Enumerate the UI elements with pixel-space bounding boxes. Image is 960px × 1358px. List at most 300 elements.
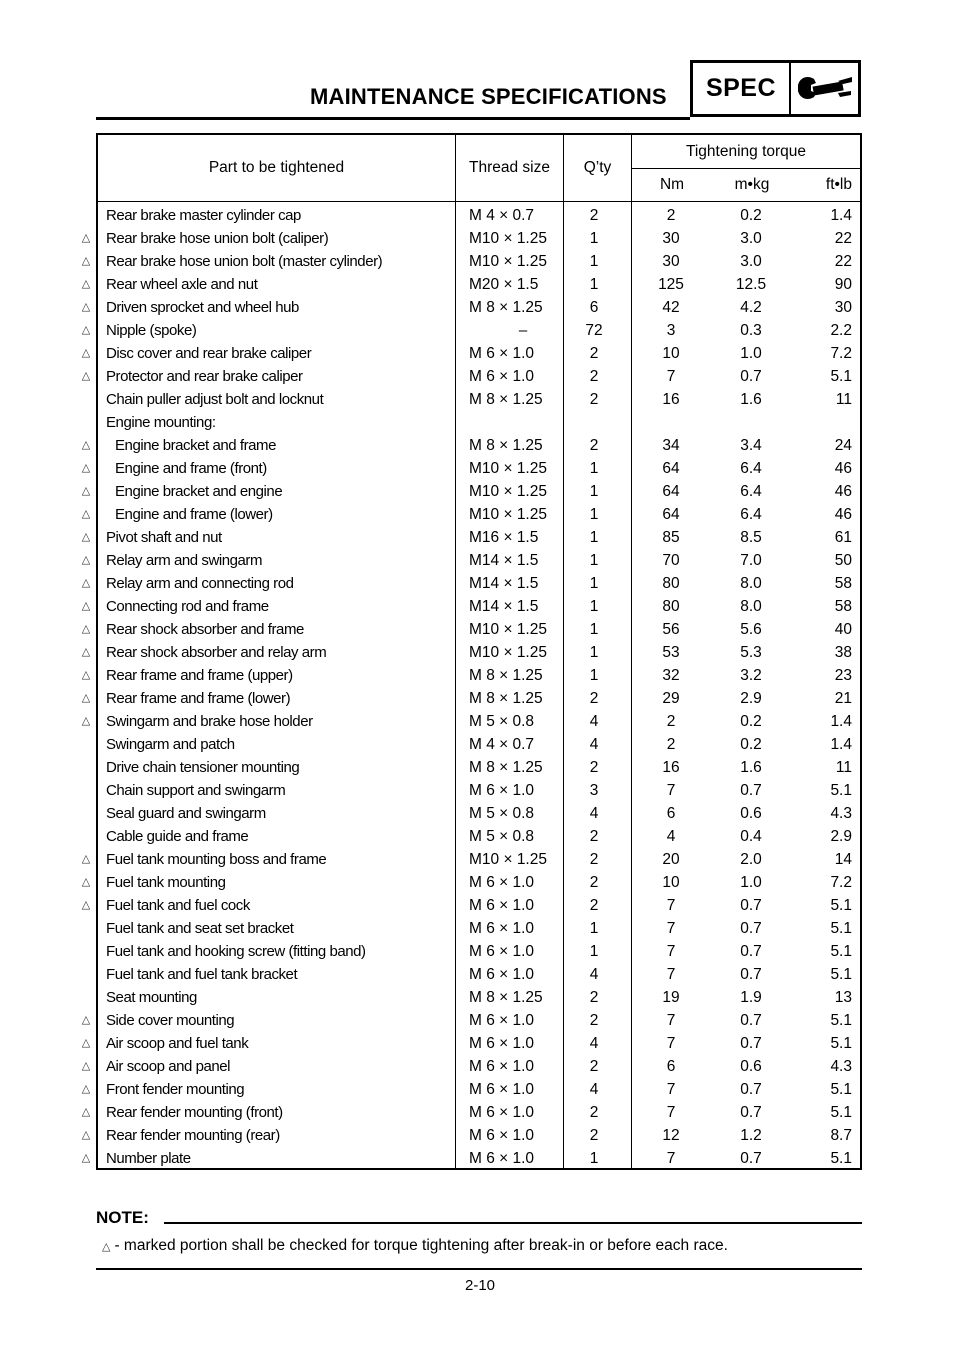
table-row [81,618,860,641]
spec-badge-label: SPEC [693,63,791,114]
quantity: 2 [589,207,599,224]
table-row [81,1032,860,1055]
triangle-mark-icon: △ [81,439,91,451]
triangle-mark-icon: △ [81,715,91,727]
torque-nm: 7 [666,782,676,799]
part-name: Rear brake master cylinder cap [106,207,301,224]
thread-size: M10 × 1.25 [469,851,547,868]
part-name: Swingarm and brake hose holder [106,713,313,730]
triangle-mark-icon: △ [81,301,91,313]
torque-mkg: 3.2 [740,667,762,684]
note-text [102,1237,728,1255]
thread-size: M16 × 1.5 [469,529,539,546]
table-row [98,802,860,825]
table-row [81,1078,860,1101]
quantity: 2 [589,1012,599,1029]
table-row [98,986,860,1009]
table-body [81,204,860,1170]
triangle-mark-icon: △ [81,347,91,359]
torque-mkg: 8.0 [740,575,762,592]
thread-size: M 8 × 1.25 [469,759,543,776]
torque-mkg: 2.9 [740,690,762,707]
part-name: Nipple (spoke) [106,322,197,339]
table-row [98,940,860,963]
torque-nm: 56 [662,621,680,638]
part-name: Drive chain tensioner mounting [106,759,300,776]
part-name: Rear brake hose union bolt (master cylinder) [106,253,383,270]
part-name: Front fender mounting [106,1081,245,1098]
quantity: 72 [585,322,603,339]
torque-ftlb: 22 [834,230,852,247]
thread-size: M 8 × 1.25 [469,391,543,408]
table-row [98,779,860,802]
part-name: Chain support and swingarm [106,782,286,799]
thread-size: M 5 × 0.8 [469,805,535,822]
quantity: 1 [589,483,599,500]
torque-nm: 3 [666,322,676,339]
thread-size: M 6 × 1.0 [469,1127,535,1144]
torque-ftlb: 13 [834,989,852,1006]
thread-size: M 6 × 1.0 [469,1035,535,1052]
torque-mkg: 6.4 [740,506,762,523]
triangle-mark-icon: △ [81,876,91,888]
table-row [81,1009,860,1032]
thread-size: M 6 × 1.0 [469,1104,535,1121]
quantity: 2 [589,851,599,868]
part-name: Seal guard and swingarm [106,805,266,822]
torque-nm: 53 [662,644,680,661]
torque-mkg: 0.2 [740,713,762,730]
triangle-mark-icon: △ [81,1060,91,1072]
quantity: 2 [589,759,599,776]
table-row [81,664,860,687]
thread-size: M 4 × 0.7 [469,736,535,753]
thread-size: M 6 × 1.0 [469,943,535,960]
thread-size: M10 × 1.25 [469,253,547,270]
thread-size: M 5 × 0.8 [469,713,535,730]
thread-size: M14 × 1.5 [469,598,539,615]
torque-ftlb: 7.2 [830,345,852,362]
torque-nm: 4 [666,828,676,845]
torque-ftlb: 50 [834,552,852,569]
table-row [81,871,860,894]
part-name: Rear wheel axle and nut [106,276,258,293]
quantity: 1 [589,920,599,937]
quantity: 2 [589,368,599,385]
torque-nm: 7 [666,368,676,385]
torque-nm: 10 [662,345,680,362]
torque-nm: 7 [666,1150,676,1167]
thread-size: M14 × 1.5 [469,552,539,569]
quantity: 1 [589,1150,599,1167]
quantity: 1 [589,552,599,569]
table-row [81,710,860,733]
torque-ftlb: 46 [834,506,852,523]
thread-size: – [518,322,528,339]
table-row [81,1147,860,1170]
triangle-mark-icon: △ [81,1106,91,1118]
triangle-mark-icon: △ [81,255,91,267]
torque-ftlb: 38 [834,644,852,661]
quantity: 1 [589,230,599,247]
table-row [98,825,860,848]
part-name: Rear shock absorber and relay arm [106,644,327,661]
triangle-mark-icon: △ [81,278,91,290]
torque-nm: 2 [666,207,676,224]
torque-ftlb: 40 [834,621,852,638]
thread-size: M10 × 1.25 [469,230,547,247]
torque-ftlb: 5.1 [830,1150,852,1167]
page-title: MAINTENANCE SPECIFICATIONS [310,84,667,109]
torque-nm: 70 [662,552,680,569]
torque-ftlb: 5.1 [830,1012,852,1029]
table-row [98,733,860,756]
torque-ftlb: 46 [834,483,852,500]
triangle-mark-icon: △ [81,232,91,244]
part-name: Fuel tank and fuel cock [106,897,250,914]
table-row [98,963,860,986]
part-name: Engine bracket and engine [115,483,283,500]
header-mkg: m•kg [734,176,770,193]
thread-size: M 8 × 1.25 [469,690,543,707]
table-row [81,434,860,457]
torque-mkg: 1.9 [740,989,762,1006]
quantity: 2 [589,437,599,454]
quantity: 1 [589,621,599,638]
torque-nm: 6 [666,1058,676,1075]
torque-mkg: 0.7 [740,782,762,799]
note-rule [164,1222,862,1224]
part-name: Fuel tank mounting boss and frame [106,851,327,868]
table-row [81,250,860,273]
table-row [81,641,860,664]
thread-size: M 6 × 1.0 [469,782,535,799]
part-name: Disc cover and rear brake caliper [106,345,312,362]
torque-mkg: 0.7 [740,368,762,385]
torque-mkg: 0.7 [740,1012,762,1029]
note-label: NOTE: [96,1208,149,1227]
triangle-mark-icon: △ [81,370,91,382]
torque-mkg: 0.7 [740,920,762,937]
quantity: 2 [589,1127,599,1144]
triangle-mark-icon: △ [81,600,91,612]
torque-mkg: 7.0 [740,552,762,569]
quantity: 1 [589,943,599,960]
thread-size: M 6 × 1.0 [469,1012,535,1029]
torque-nm: 7 [666,966,676,983]
table-row [81,273,860,296]
part-name: Pivot shaft and nut [106,529,222,546]
quantity: 4 [589,713,599,730]
torque-mkg: 1.0 [740,874,762,891]
quantity: 2 [589,391,599,408]
torque-ftlb: 2.9 [830,828,852,845]
torque-ftlb: 7.2 [830,874,852,891]
triangle-mark-icon: △ [81,485,91,497]
torque-ftlb: 5.1 [830,1104,852,1121]
torque-mkg: 8.5 [740,529,762,546]
torque-mkg: 0.2 [740,207,762,224]
torque-mkg: 0.7 [740,1104,762,1121]
torque-nm: 34 [662,437,680,454]
quantity: 4 [589,966,599,983]
torque-nm: 6 [666,805,676,822]
torque-nm: 7 [666,897,676,914]
part-name: Cable guide and frame [106,828,249,845]
part-name: Relay arm and swingarm [106,552,262,569]
torque-nm: 12 [662,1127,680,1144]
torque-mkg: 3.0 [740,230,762,247]
torque-ftlb: 1.4 [830,713,852,730]
triangle-mark-icon: △ [81,899,91,911]
table-row [81,595,860,618]
torque-mkg: 6.4 [740,483,762,500]
torque-nm: 64 [662,483,680,500]
quantity: 1 [589,253,599,270]
torque-ftlb: 61 [834,529,852,546]
torque-mkg: 0.7 [740,943,762,960]
torque-nm: 80 [662,598,680,615]
part-name: Swingarm and patch [106,736,235,753]
thread-size: M 8 × 1.25 [469,667,543,684]
torque-ftlb: 46 [834,460,852,477]
table-row [98,756,860,779]
thread-size: M 8 × 1.25 [469,989,543,1006]
thread-size: M10 × 1.25 [469,483,547,500]
torque-ftlb: 11 [835,759,852,776]
torque-mkg: 6.4 [740,460,762,477]
part-name: Chain puller adjust bolt and locknut [106,391,324,408]
page-number: 2-10 [464,1277,496,1294]
torque-mkg: 0.7 [740,966,762,983]
torque-ftlb: 5.1 [830,897,852,914]
spec-badge [690,60,861,117]
quantity: 4 [589,1081,599,1098]
header-thread-size: Thread size [469,159,550,176]
thread-size: M 6 × 1.0 [469,1058,535,1075]
wrench-icon [791,63,858,114]
thread-size: M20 × 1.5 [469,276,539,293]
torque-mkg: 2.0 [740,851,762,868]
triangle-mark-icon: △ [81,1037,91,1049]
thread-size: M10 × 1.25 [469,644,547,661]
torque-nm: 7 [666,943,676,960]
triangle-mark-icon: △ [81,669,91,681]
torque-nm: 80 [662,575,680,592]
quantity: 2 [589,690,599,707]
quantity: 2 [589,874,599,891]
torque-nm: 32 [662,667,680,684]
table-row [81,457,860,480]
part-name: Rear frame and frame (upper) [106,667,293,684]
torque-nm: 2 [666,736,676,753]
torque-ftlb: 90 [834,276,852,293]
quantity: 4 [589,1035,599,1052]
triangle-mark-icon: △ [81,692,91,704]
part-name: Connecting rod and frame [106,598,269,615]
header-bottom-rule [98,201,860,202]
torque-table [81,133,862,1170]
triangle-mark-icon: △ [81,554,91,566]
torque-ftlb: 5.1 [830,1081,852,1098]
torque-nm: 64 [662,460,680,477]
table-row [81,687,860,710]
quantity: 1 [589,529,599,546]
table-row [81,342,860,365]
thread-size: M14 × 1.5 [469,575,539,592]
part-name: Air scoop and panel [106,1058,231,1075]
thread-size: M 5 × 0.8 [469,828,535,845]
part-name: Side cover mounting [106,1012,235,1029]
table-row [98,411,860,434]
table-row [81,503,860,526]
torque-nm: 10 [662,874,680,891]
table-row [81,549,860,572]
torque-nm: 7 [666,920,676,937]
torque-mkg: 1.0 [740,345,762,362]
quantity: 1 [589,644,599,661]
quantity: 1 [589,598,599,615]
torque-ftlb: 22 [834,253,852,270]
torque-ftlb: 30 [834,299,852,316]
torque-mkg: 3.4 [740,437,762,454]
part-name: Fuel tank and seat set bracket [106,920,294,937]
torque-mkg: 0.7 [740,1081,762,1098]
triangle-mark-icon: △ [81,324,91,336]
table-row [81,572,860,595]
torque-mkg: 3.0 [740,253,762,270]
quantity: 1 [589,667,599,684]
torque-ftlb: 11 [835,391,852,408]
torque-ftlb: 5.1 [830,966,852,983]
torque-ftlb: 58 [834,575,852,592]
header-tightening-torque: Tightening torque [685,142,807,160]
triangle-mark-icon: △ [81,1014,91,1026]
part-name: Fuel tank mounting [106,874,226,891]
part-name: Air scoop and fuel tank [106,1035,249,1052]
thread-size: M 4 × 0.7 [469,207,535,224]
header-nm: Nm [659,176,685,193]
torque-ftlb: 21 [834,690,852,707]
quantity: 4 [589,805,599,822]
part-name: Engine bracket and frame [115,437,276,454]
torque-ftlb: 1.4 [830,736,852,753]
thread-size: M 6 × 1.0 [469,368,535,385]
table-row [81,848,860,871]
quantity: 2 [589,897,599,914]
thread-size: M 6 × 1.0 [469,920,535,937]
torque-ftlb: 24 [834,437,852,454]
table-row [81,894,860,917]
torque-mkg: 0.6 [740,1058,762,1075]
quantity: 1 [589,460,599,477]
part-name: Rear shock absorber and frame [106,621,304,638]
torque-ftlb: 4.3 [830,805,852,822]
part-name: Seat mounting [106,989,197,1006]
triangle-mark-icon: △ [102,1241,111,1253]
thread-size: M 8 × 1.25 [469,437,543,454]
torque-nm: 7 [666,1035,676,1052]
part-name: Rear brake hose union bolt (caliper) [106,230,329,247]
part-name: Relay arm and connecting rod [106,575,294,592]
part-name: Fuel tank and fuel tank bracket [106,966,298,983]
triangle-mark-icon: △ [81,853,91,865]
header-rule [96,117,690,120]
torque-ftlb: 8.7 [830,1127,852,1144]
table-row [81,319,860,342]
thread-size: M10 × 1.25 [469,621,547,638]
torque-mkg: 5.3 [740,644,762,661]
part-name: Rear frame and frame (lower) [106,690,291,707]
torque-nm: 29 [662,690,680,707]
table-row [81,526,860,549]
table-row [81,365,860,388]
part-name: Number plate [106,1150,191,1167]
torque-mkg: 0.7 [740,1150,762,1167]
part-name: Rear fender mounting (rear) [106,1127,280,1144]
quantity: 1 [589,575,599,592]
quantity: 2 [589,345,599,362]
thread-size: M10 × 1.25 [469,506,547,523]
triangle-mark-icon: △ [81,1129,91,1141]
thread-size: M 6 × 1.0 [469,897,535,914]
torque-nm: 7 [666,1081,676,1098]
part-name: Protector and rear brake caliper [106,368,303,385]
torque-ftlb: 5.1 [830,943,852,960]
part-name: Engine mounting: [106,414,216,431]
torque-nm: 7 [666,1104,676,1121]
header-part: Part to be tightened [208,159,345,176]
torque-nm: 125 [658,276,684,293]
torque-nm: 16 [662,759,680,776]
thread-size: M 6 × 1.0 [469,874,535,891]
torque-mkg: 1.6 [740,391,762,408]
triangle-mark-icon: △ [81,1152,91,1164]
triangle-mark-icon: △ [81,462,91,474]
quantity: 1 [589,506,599,523]
torque-ftlb: 2.2 [830,322,852,339]
footer-rule [96,1268,862,1270]
triangle-mark-icon: △ [81,646,91,658]
thread-size: M 6 × 1.0 [469,1081,535,1098]
table-row [81,1124,860,1147]
table-row [98,388,860,411]
torque-mkg: 0.3 [740,322,762,339]
torque-mkg: 0.2 [740,736,762,753]
part-name: Engine and frame (front) [115,460,267,477]
torque-ftlb: 1.4 [830,207,852,224]
torque-nm: 42 [662,299,680,316]
triangle-mark-icon: △ [81,623,91,635]
torque-ftlb: 5.1 [830,1035,852,1052]
header-ftlb: ft•lb [825,176,852,193]
table-row [81,227,860,250]
torque-mkg: 8.0 [740,598,762,615]
quantity: 2 [589,828,599,845]
torque-ftlb: 4.3 [830,1058,852,1075]
quantity: 2 [589,1104,599,1121]
table-row [81,480,860,503]
torque-mkg: 4.2 [740,299,762,316]
note-body: - marked portion shall be checked for torque tightening after break-in or before each race. [114,1237,728,1254]
torque-nm: 19 [662,989,680,1006]
triangle-mark-icon: △ [81,531,91,543]
torque-nm: 30 [662,253,680,270]
torque-ftlb: 5.1 [830,920,852,937]
torque-mkg: 0.4 [740,828,762,845]
thread-size: M 6 × 1.0 [469,966,535,983]
quantity: 2 [589,989,599,1006]
